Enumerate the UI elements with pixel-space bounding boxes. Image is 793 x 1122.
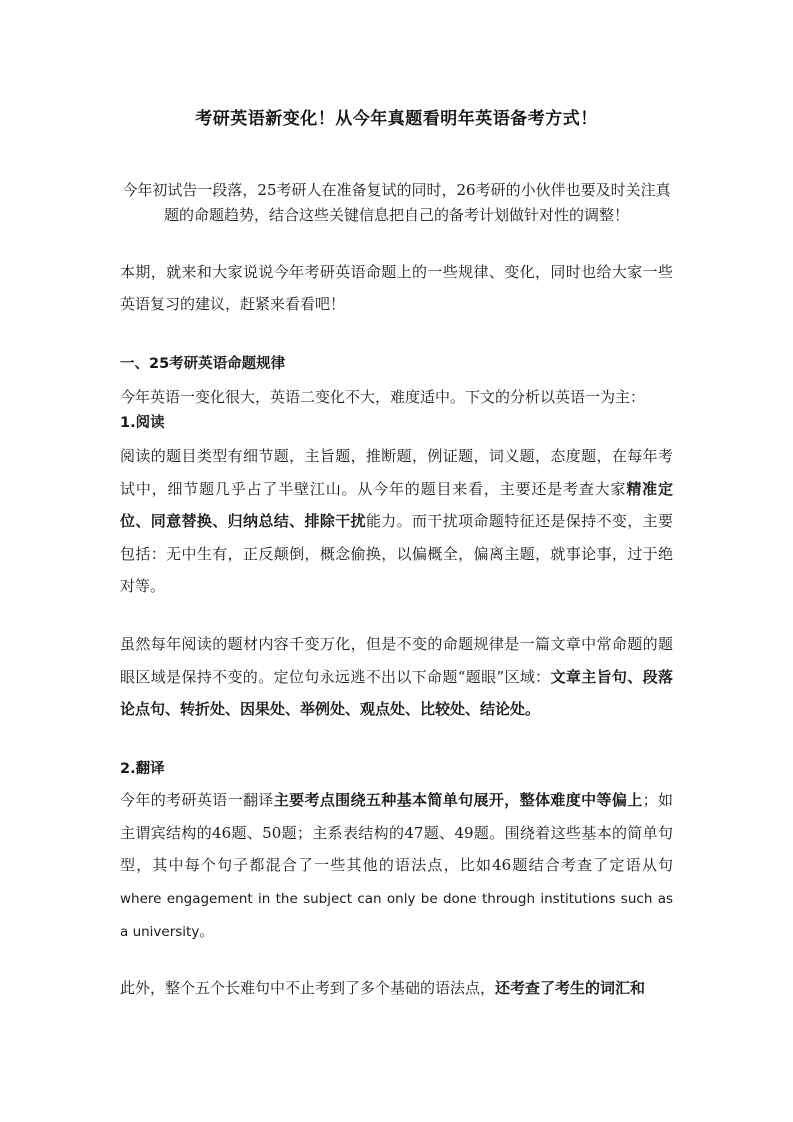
section-intro-paragraph: 今年英语一变化很大，英语二变化不大，难度适中。下文的分析以英语一为主： [120,388,646,406]
text-run: 阅读的题目类型有细节题，主旨题，推断题，例证题，词义题，态度题，在每年考试中，细节题几乎占了半壁江山。从今年的题目来看，主要还是考查大家 [120,447,673,498]
english-example-sentence: where engagement in the subject can only be done through institutions such as a university [120,890,673,940]
bold-text-run: 还考查了考生的词汇和 [495,979,646,997]
bold-text-run: 文章主旨句、段落论点句、转折处、因果处、举例处、观点处、比较处、结论处。 [120,667,673,718]
text-run: 。 [199,922,215,940]
reading-paragraph-2 [120,628,673,726]
intro-paragraph: 今年初试告一段落，25考研人在准备复试的同时，26考研的小伙伴也要及时关注真题的命题趋势，结合这些关键信息把自己的备考计划做针对性的调整！ [122,181,671,224]
overview-paragraph: 本期，就来和大家说说今年考研英语命题上的一些规律、变化，同时也给大家一些英语复习的建议，赶紧来看看吧！ [120,263,673,313]
translation-paragraph-2 [120,972,673,1004]
bold-text-run: 主要考点围绕五种基本简单句展开，整体难度中等偏上 [273,791,643,809]
section-heading-patterns: 一、25考研英语命题规律 [120,356,286,372]
subheading-reading: 1.阅读 [120,415,165,431]
reading-paragraph-1 [120,440,673,603]
text-run: 虽然每年阅读的题材内容千变万化，但是不变的命题规律是一篇文章中常命题的题眼区域是保持不变的。定位句永远逃不出以下命题“题眼”区域： [120,635,673,686]
text-run: ；如主谓宾结构的46题、50题；主系表结构的47题、49题。围绕着这些基本的简单句型，其中每个句子都混合了一些其他的语法点，比如46题结合考查了定语从句 [120,791,673,874]
translation-paragraph-1 [120,784,673,949]
text-run: 此外，整个五个长难句中不止考到了多个基础的语法点， [120,979,496,997]
bold-text-run: 精准定位、同意替换、归纳总结、排除干扰 [120,479,673,530]
text-run: 今年的考研英语一翻译 [120,791,274,809]
text-run: 能力。而干扰项命题特征还是保持不变，主要包括：无中生有，正反颠倒，概念偷换，以偏概全，偏离主题，就事论事，过于绝对等。 [120,512,673,595]
page-title: 考研英语新变化！从今年真题看明年英语备考方式！ [195,109,598,129]
subheading-translation: 2.翻译 [120,761,165,777]
